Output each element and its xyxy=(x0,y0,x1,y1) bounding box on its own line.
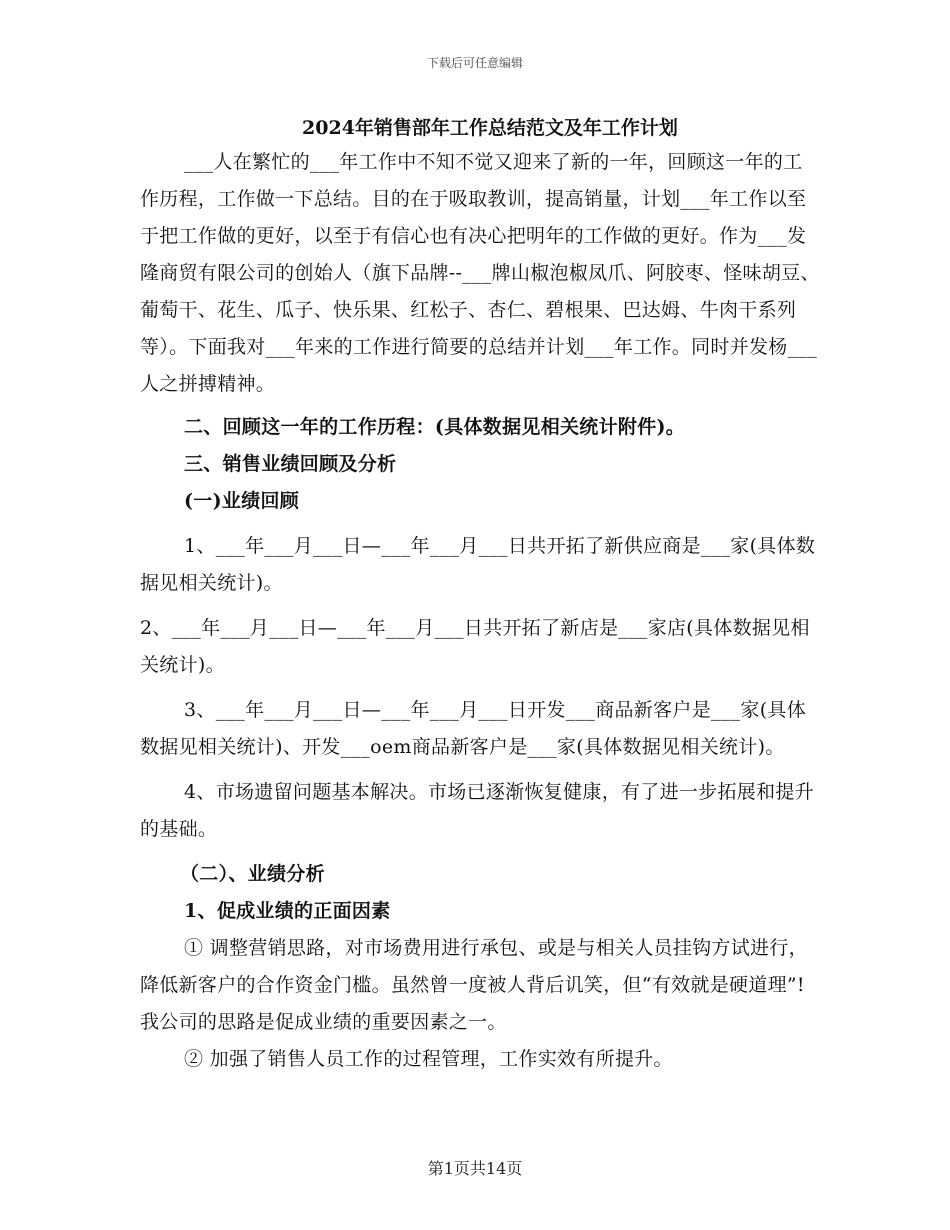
positive-factors-heading: 1、促成业绩的正面因素 xyxy=(184,900,391,922)
section-3-heading: 三、销售业绩回顾及分析 xyxy=(184,453,397,475)
document-title: 2024年销售部年工作总结范文及年工作计划 xyxy=(302,117,678,139)
performance-review-heading: (一)业绩回顾 xyxy=(184,490,300,512)
factor-item-1: ① 调整营销思路，对市场费用进行承包、或是与相关人员挂钩方试进行，降低新客户的合作资金门槛。虽然曾一度被人背后讥笑，但“有效就是硬道理”!我公司的思路是促成业绩的重要因素之一。 xyxy=(140,937,808,1033)
review-item-4: 4、市场遗留问题基本解决。市场已逐渐恢复健康，有了进一步拓展和提升的基础。 xyxy=(140,781,814,840)
intro-paragraph: ___人在繁忙的___年工作中不知不觉又迎来了新的一年，回顾这一年的工作历程，工作做一下总结。目的在于吸取教训，提高销量，计划___年工作以至于把工作做的更好，以至于有信心也有决心把明年的工作做的更好。作为___发隆商贸有限公司的创始人（旗下品牌--___牌山椒泡椒凤爪、阿胶枣、怪味胡豆、葡萄干、花生、瓜子、快乐果、红松子、杏仁、碧根果、巴达姆、牛肉干系列等）。下面我对___年来的工作进行简要的总结并计划___年工作。同时并发杨___人之拼搏精神。 xyxy=(140,151,820,395)
factor-item-2: ② 加强了销售人员工作的过程管理，工作实效有所提升。 xyxy=(184,1048,673,1070)
performance-analysis-heading: （二）、业绩分析 xyxy=(180,863,325,885)
header-note: 下载后可任意编辑 xyxy=(426,56,523,70)
document-body xyxy=(140,112,820,1078)
review-item-3: 3、___年___月___日—___年___月___日开发___商品新客户是___家(具体数据见相关统计)、开发___oem商品新客户是___家(具体数据见相关统计)。 xyxy=(140,699,807,758)
page-number: 第1页共14页 xyxy=(427,1159,523,1178)
section-2-heading: 二、回顾这一年的工作历程：(具体数据见相关统计附件)。 xyxy=(184,416,686,438)
review-item-1: 1、___年___月___日—___年___月___日共开拓了新供应商是___家(具体数据见相关统计)。 xyxy=(140,535,816,594)
review-item-2: 2、___年___月___日—___年___月___日共开拓了新店是___家店(具体数据见相关统计)。 xyxy=(140,617,810,676)
